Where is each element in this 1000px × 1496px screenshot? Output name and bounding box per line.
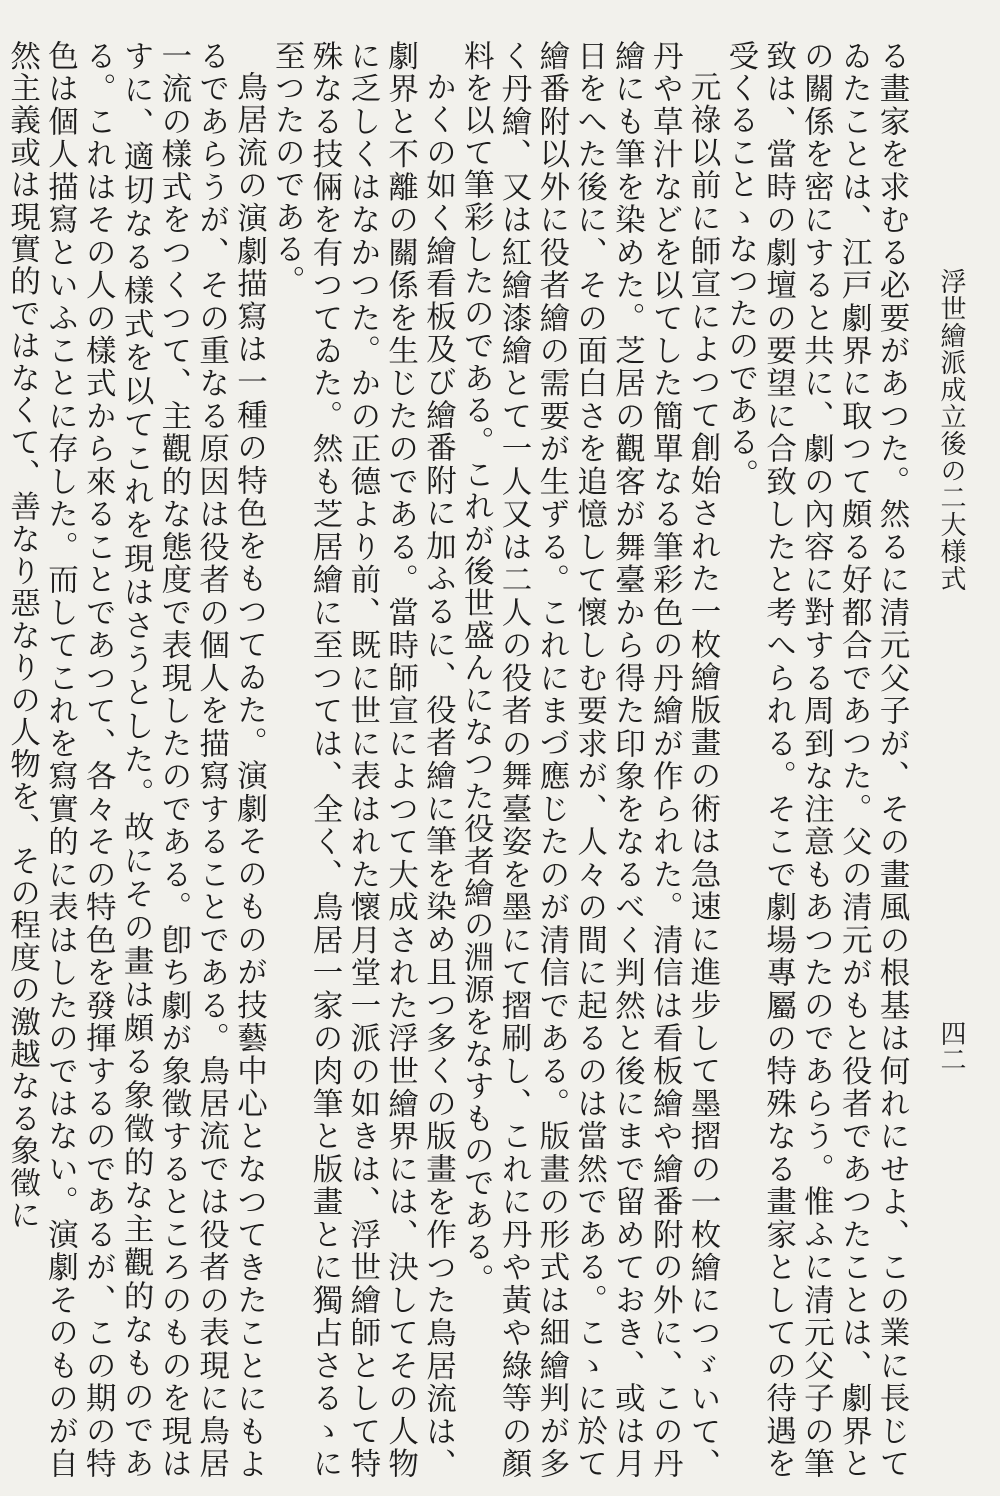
body-text [4, 40, 910, 1480]
running-title: 浮世繪派成立後の二大様式 [936, 268, 966, 592]
paragraph-3: かくの如く繪看板及び繪番附に加ふるに、役者繪に筆を染め且つ多くの版畫を作つた鳥居流は、劇界と不離の關係を生じたのである。當時師宣によつて大成された浮世繪界には、決してその人物に乏しくはなかつた。かの正德より前、既に世に表はれた懷月堂一派の如きは、浮世繪師として特殊なる技倆を有つてゐた。然も芝居繪に至つては、全く、鳥居一家の肉筆と版畫とに獨占さるゝに至つたのである。 [269, 40, 456, 1480]
paragraph-2: 元祿以前に師宣によつて創始された一枚繪版畫の術は急速に進步して墨摺の一枚繪につゞいて、丹や草汁などを以てした簡單なる筆彩色の丹繪が作られた。清信は看板繪や繪番附の外に、この丹繪にも筆を染めた。芝居の觀客が舞臺から得た印象をなるべく判然と後にまで留めておき、或は月日をへた後に、その面白さを追憶して懷しむ要求が、人々の間に起るのは當然である。こゝに於て繪番附以外に役者繪の需要が生ずる。これにまづ應じたのが清信である。版畫の形式は細繪判が多く丹繪、又は紅繪漆繪とて一人又は二人の役者の舞臺姿を墨にて摺刷し、これに丹や黃や綠等の顏料を以て筆彩したのである。これが後世盛んになつた役者繪の淵源をなすものである。 [458, 40, 721, 1480]
paragraph-1: る畫家を求むる必要があつた。然るに清元父子が、その畫風の根基は何れにせよ、この業に長じてゐたことは、江戸劇界に取つて頗る好都合であつた。父の清元がもと役者であつたことは、劇界との關係を密にすると共に、劇の內容に對する周到な注意もあつたのであらう。惟ふに清元父子の筆致は、當時の劇壇の要望に合致したと考へられる。そこで劇場專屬の特殊なる畫家としての待遇を受くることゝなつたのである。 [722, 40, 909, 1480]
page-number: 四二 [936, 1020, 966, 1072]
paragraph-4: 鳥居流の演劇描寫は一種の特色をもつてゐた。演劇そのものが技藝中心となつてきたことにもよるであらうが、その重なる原因は役者の個人を描寫することである。鳥居流では役者の表現に鳥居一流の樣式をつくつて、主觀的な態度で表現したのである。卽ち劇が象徵するところのものを現はすに、適切なる樣式を以てこれを現はさうとした。故にその畫は頗る象徵的な主觀的なものである。これはその人の樣式から來ることであつて、各々その特色を發揮するのであるが、この期の特色は個人描寫といふことに存した。而してこれを寫實的に表はしたのではない。演劇そのものが自然主義或は現實的ではなくて、善なり惡なりの人物を、その程度の激越なる象徵に [4, 40, 267, 1480]
